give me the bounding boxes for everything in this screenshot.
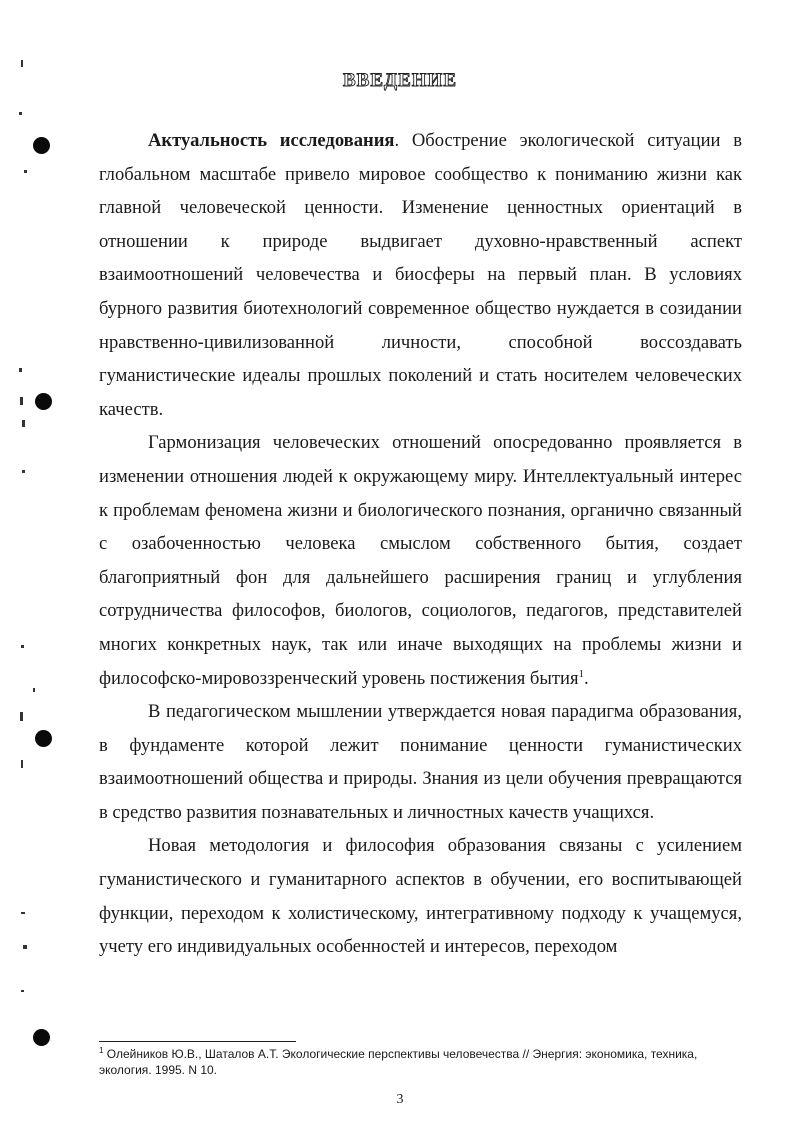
paragraph-text: В педагогическом мышлении утверждается новая парадигма образования, в фундаменте которой лежит понимание ценности гуманистических взаимоотношений общества и природы. Знания из цели обучения превращаются в средство развития познавательных и личностных качеств учащихся. <box>99 701 742 823</box>
punch-hole-decoration <box>33 1029 50 1046</box>
footnote-text: Олейников Ю.В., Шаталов А.Т. Экологические перспективы человечества // Энергия: экономика, техника, экология. 1995. N 10. <box>99 1047 698 1077</box>
scan-speck-decoration <box>20 712 23 721</box>
scan-speck-decoration <box>24 170 27 173</box>
paragraph-text: Новая методология и философия образования связаны с усилением гуманистического и гуманитарного аспектов в обучении, его воспитывающей функции, переходом к холистическому, интегративному подходу к учащемуся, учету его индивидуальных особенностей и интересов, переходом <box>99 835 742 958</box>
footnote <box>99 1046 742 1078</box>
scan-speck-decoration <box>20 397 23 405</box>
paragraph-text: Гармонизация человеческих отношений опосредованно проявляется в изменении отношения людей к окружающему миру. Интеллектуальный интерес к проблемам феномена жизни и биологического познания, органично связанный с озабоченностью человека смыслом собственного бытия, создает благоприятный фон для дальнейшего расширения границ и углубления сотрудничества философов, биологов, социологов, педагогов, представителей многих конкретных наук, так или иначе выходящих на проблемы жизни и философско-мировоззренческий уровень постижения бытия <box>99 432 742 689</box>
paragraph <box>99 124 742 426</box>
scan-speck-decoration <box>33 688 35 692</box>
paragraph <box>99 695 742 829</box>
main-text <box>99 124 742 964</box>
punch-hole-decoration <box>35 393 52 410</box>
paragraph <box>99 829 742 963</box>
section-lead-heading: Актуальность исследования <box>148 130 395 151</box>
scan-speck-decoration <box>21 912 25 914</box>
punch-hole-decoration <box>33 137 50 154</box>
footnote-divider <box>99 1041 296 1042</box>
scan-speck-decoration <box>23 945 27 949</box>
scan-speck-decoration <box>21 990 24 992</box>
scan-speck-decoration <box>22 470 25 473</box>
paragraph-text: . Обострение экологической ситуации в глобальном масштабе привело мировое сообщество к пониманию жизни как главной человеческой ценности. Изменение ценностных ориентаций в отношении к природе выдвигает духовно-нравственный аспект взаимоотношений человечества и биосферы на первый план. В условиях бурного развития биотехнологий современное общество нуждается в созидании нравственно-цивилизованной личности, способной воссоздавать гуманистические идеалы прошлых поколений и стать носителем человеческих качеств. <box>99 130 742 420</box>
scan-speck-decoration <box>19 368 22 372</box>
scan-speck-decoration <box>21 60 23 67</box>
scan-speck-decoration <box>22 420 25 427</box>
scan-speck-decoration <box>21 645 24 648</box>
footnote-reference[interactable]: 1 <box>578 667 585 680</box>
footnote-marker: 1 <box>99 1046 104 1055</box>
punch-hole-decoration <box>35 730 52 747</box>
page-title: ВВЕДЕНИЕ <box>343 70 457 91</box>
paragraph <box>99 426 742 695</box>
scan-speck-decoration <box>21 760 23 768</box>
page-number: 3 <box>396 1092 404 1107</box>
scan-speck-decoration <box>19 112 22 115</box>
paragraph-text-end: . <box>584 667 589 689</box>
